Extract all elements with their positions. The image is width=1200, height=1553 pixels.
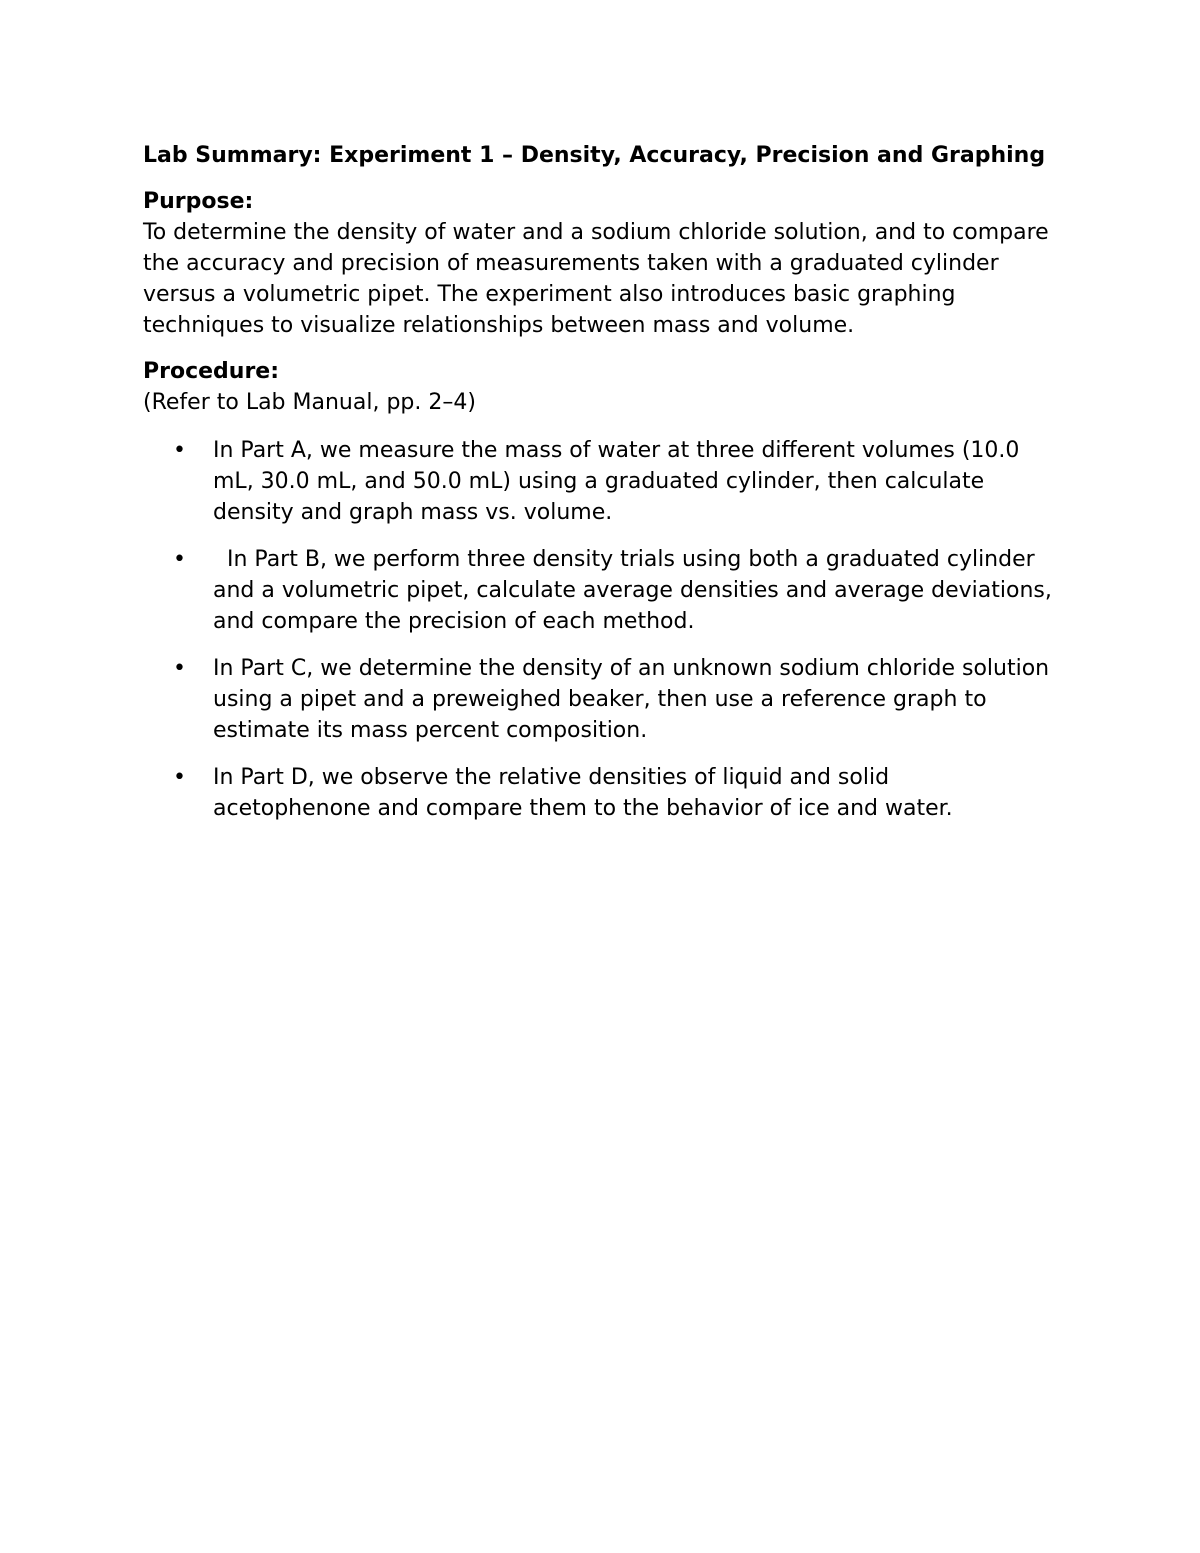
list-item bbox=[143, 653, 1057, 746]
procedure-reference: (Refer to Lab Manual, pp. 2–4) bbox=[143, 390, 476, 415]
bullet-icon: • bbox=[173, 547, 186, 572]
purpose-text: To determine the density of water and a sodium chloride solution, and to compare the accuracy and precision of measurements taken with a graduated cylinder versus a volumetric pipet. The experiment also introduces basic graphing techniques to visualize relationships between mass and volume. bbox=[143, 220, 1049, 338]
document-title: Lab Summary: Experiment 1 – Density, Accuracy, Precision and Graphing bbox=[143, 143, 1046, 168]
list-item-text: In Part A, we measure the mass of water at three different volumes (10.0 mL, 30.0 mL, and 50.0 mL) using a graduated cylinder, then calculate density and graph mass vs. volume. bbox=[213, 438, 1027, 525]
list-item-text: In Part C, we determine the density of an unknown sodium chloride solution using a pipet and a preweighed beaker, then use a reference graph to estimate its mass percent composition. bbox=[213, 656, 1057, 743]
bullet-icon: • bbox=[173, 438, 186, 463]
list-item-text: In Part D, we observe the relative densities of liquid and solid acetophenone and compare them to the behavior of ice and water. bbox=[213, 765, 953, 821]
list-item bbox=[143, 435, 1053, 528]
list-item bbox=[143, 544, 1059, 637]
list-item bbox=[143, 762, 1053, 824]
bullet-icon: • bbox=[173, 656, 186, 681]
procedure-heading: Procedure: bbox=[143, 359, 280, 384]
purpose-heading: Purpose: bbox=[143, 189, 254, 214]
bullet-icon: • bbox=[173, 765, 186, 790]
list-item-text: In Part B, we perform three density trials using both a graduated cylinder and a volumetric pipet, calculate average densities and average deviations, and compare the precision of each method. bbox=[213, 547, 1059, 634]
document-body bbox=[143, 140, 1059, 840]
procedure-list bbox=[143, 435, 1059, 824]
